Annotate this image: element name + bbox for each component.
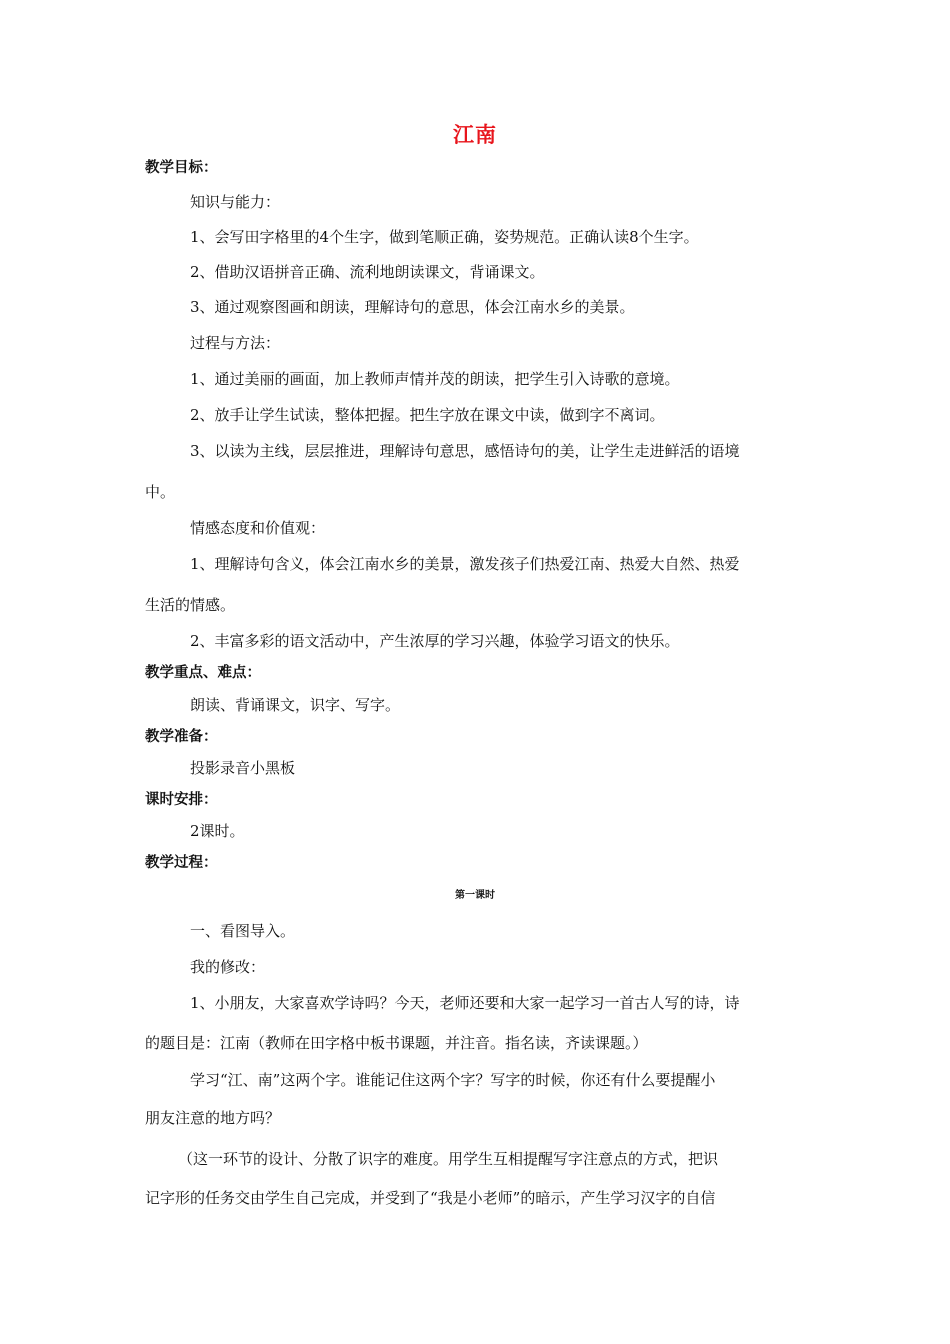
emotion-item-1-line-2: 生活的情感。 bbox=[145, 596, 236, 614]
heading-process: 教学过程： bbox=[145, 855, 218, 871]
revision-label: 我的修改： bbox=[190, 958, 266, 976]
heading-preparation: 教学准备： bbox=[145, 729, 218, 745]
lesson-para-3-line-1: （这一环节的设计、分散了识字的难度。用学生互相提醒写字注意点的方式，把识 bbox=[178, 1150, 719, 1168]
lesson-para-2-line-1: 学习“江、南”这两个字。谁能记住这两个字？写字的时候，你还有什么要提醒小 bbox=[190, 1071, 716, 1089]
knowledge-item-3: 3、通过观察图画和朗读，理解诗句的意思，体会江南水乡的美景。 bbox=[190, 298, 635, 316]
process-item-3-line-2: 中。 bbox=[145, 483, 176, 501]
schedule-text: 2课时。 bbox=[190, 822, 245, 840]
process-item-2: 2、放手让学生试读，整体把握。把生字放在课文中读，做到字不离词。 bbox=[190, 406, 665, 424]
heading-key-points: 教学重点、难点： bbox=[145, 665, 261, 681]
process-item-1: 1、通过美丽的画面，加上教师声情并茂的朗读，把学生引入诗歌的意境。 bbox=[190, 370, 680, 388]
knowledge-item-2: 2、借助汉语拼音正确、流利地朗读课文，背诵课文。 bbox=[190, 263, 545, 281]
emotion-label: 情感态度和价值观： bbox=[190, 519, 326, 537]
lesson-heading: 第一课时 bbox=[455, 890, 495, 901]
process-method-label: 过程与方法： bbox=[190, 334, 281, 352]
lesson-step-1: 一、看图导入。 bbox=[190, 922, 296, 940]
knowledge-label: 知识与能力： bbox=[190, 193, 281, 211]
emotion-item-1-line-1: 1、理解诗句含义，体会江南水乡的美景，激发孩子们热爱江南、热爱大自然、热爱 bbox=[190, 555, 740, 573]
process-item-3-line-1: 3、以读为主线，层层推进，理解诗句意思，感悟诗句的美，让学生走进鲜活的语境 bbox=[190, 442, 740, 460]
key-points-text: 朗读、背诵课文，识字、写字。 bbox=[190, 696, 401, 714]
lesson-para-1-line-1: 1、小朋友，大家喜欢学诗吗？今天，老师还要和大家一起学习一首古人写的诗，诗 bbox=[190, 994, 740, 1012]
knowledge-item-1: 1、会写田字格里的4个生字，做到笔顺正确，姿势规范。正确认读8个生字。 bbox=[190, 228, 699, 246]
document-title: 江南 bbox=[453, 122, 497, 147]
lesson-para-3-line-2: 记字形的任务交由学生自己完成，并受到了“我是小老师”的暗示，产生学习汉字的自信 bbox=[145, 1189, 716, 1207]
lesson-para-1-line-2: 的题目是：江南（教师在田字格中板书课题，并注音。指名读，齐读课题。） bbox=[145, 1034, 648, 1052]
emotion-item-2: 2、丰富多彩的语文活动中，产生浓厚的学习兴趣，体验学习语文的快乐。 bbox=[190, 632, 680, 650]
preparation-text: 投影录音小黑板 bbox=[190, 759, 296, 777]
heading-objectives: 教学目标： bbox=[145, 160, 218, 176]
heading-schedule: 课时安排： bbox=[145, 792, 218, 808]
lesson-para-2-line-2: 朋友注意的地方吗？ bbox=[145, 1109, 281, 1127]
